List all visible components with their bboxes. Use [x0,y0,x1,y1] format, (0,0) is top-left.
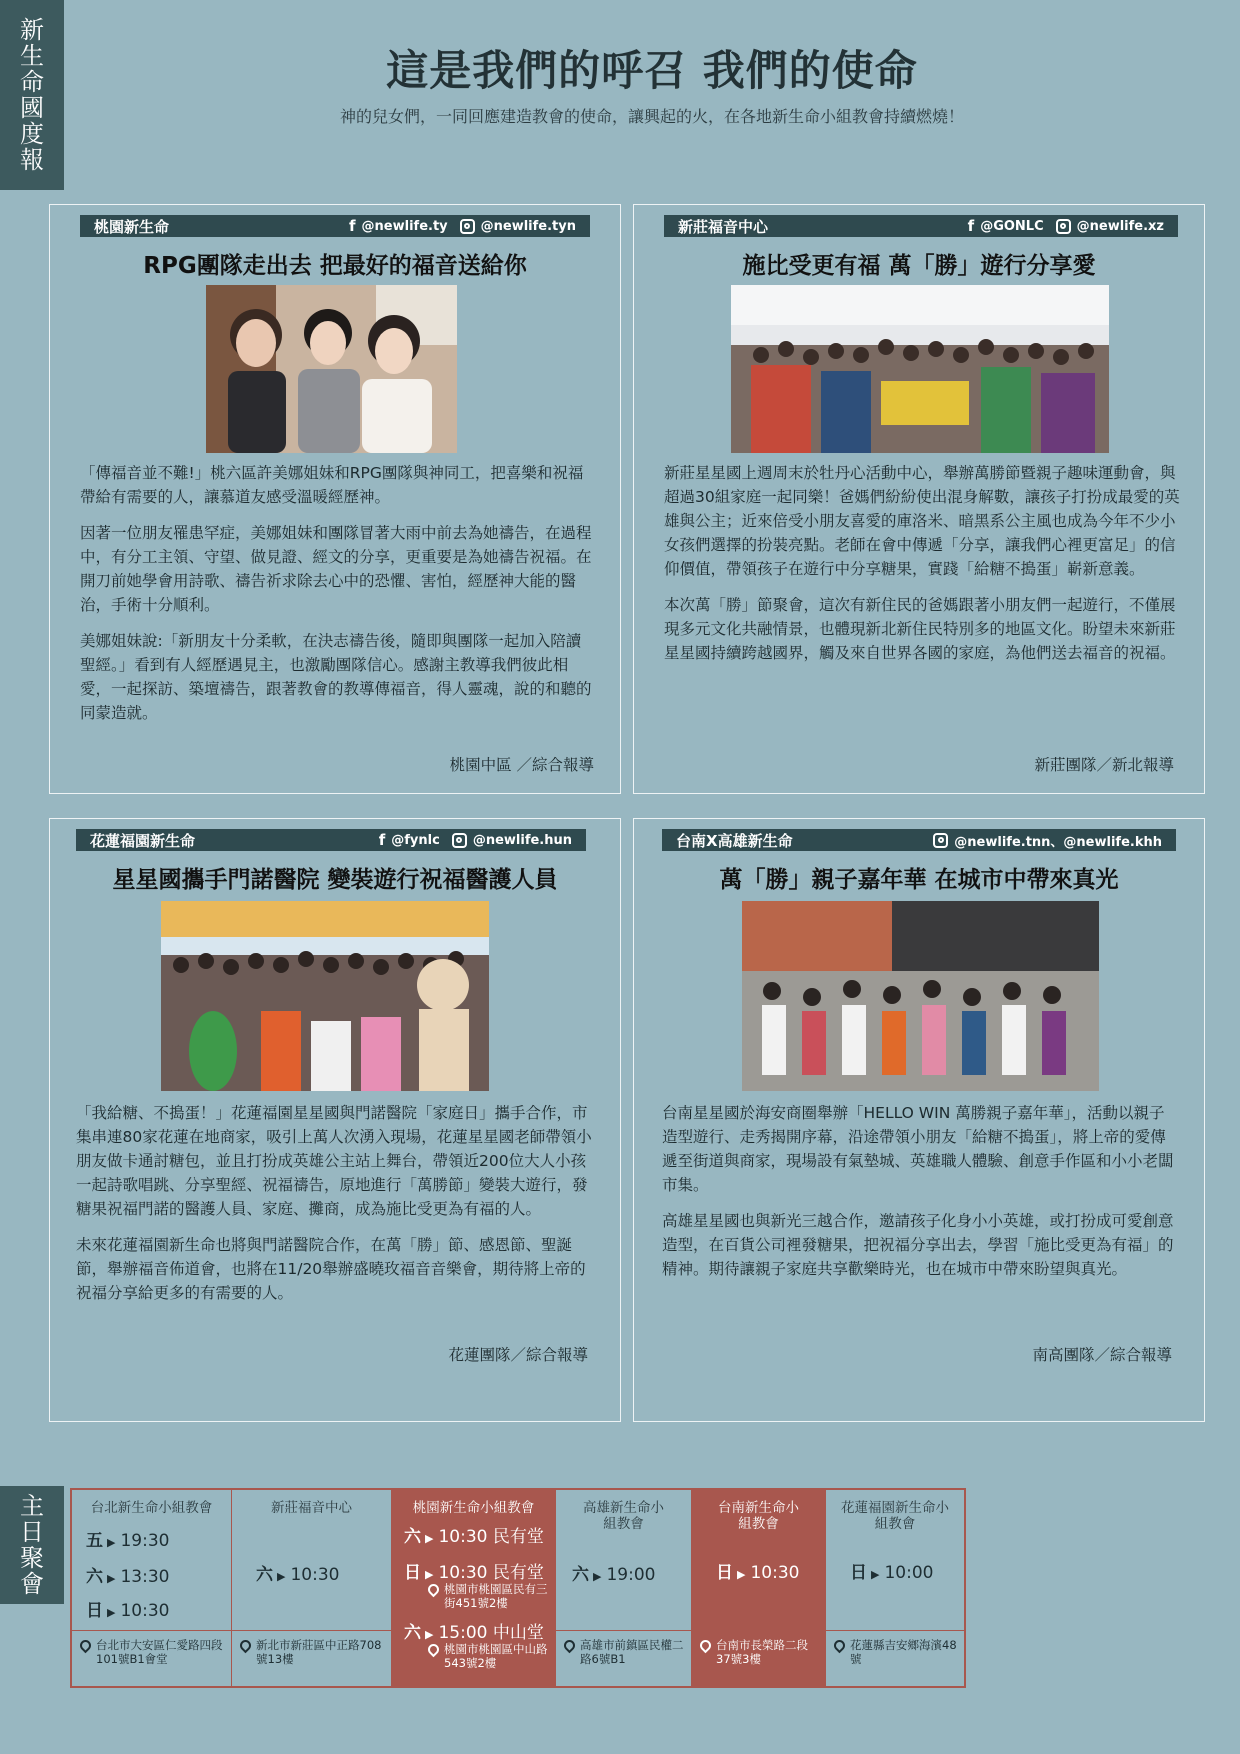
facebook-handle[interactable]: @newlife.ty [361,218,448,234]
service-day: 六 [404,1623,421,1643]
article-paragraph: 本次萬「勝」節聚會，這次有新住民的爸媽跟著小朋友們一起遊行，不僅展現多元文化共融情景，也體現新北新住民特別多的地區文化。盼望未來新莊星星國持續跨越國界，觸及來自世界各國的家庭，為他們送去福音的祝福。 [664,596,1176,662]
play-icon: ▶ [107,1606,116,1619]
article-byline: 南高團隊／綜合報導 [1032,1346,1172,1364]
church-name: 台南新生命小組教會 [718,1500,799,1532]
service-day: 六 [256,1565,273,1585]
article-paragraph: 因著一位朋友罹患罕症，美娜姐妹和團隊冒著大雨中前去為她禱告，在過程中，有分工主領、守望、做見證、經文的分享，更重要是為她禱告祝福。在開刀前她學會用詩歌、禱告祈求除去心中的恐懼、害怕，經歷神大能的醫治，手術十分順利。 [80,524,592,614]
service-time [256,1560,339,1585]
church-address [428,1582,552,1610]
service-hour: 10:30 [438,1563,488,1583]
side-tab-char: 國 [20,94,44,122]
page-subtitle: 神的兒女們，一同回應建造教會的使命，讓興起的火，在各地新生命小組教會持續燃燒！ [339,107,964,126]
church-name: 新莊福音中心 [271,1500,352,1516]
service-day: 六 [404,1527,421,1547]
schedule-col-kaohsiung [556,1490,692,1686]
service-time [86,1562,169,1587]
article-paragraph: 未來花蓮福園新生命也將與門諾醫院合作，在萬「勝」節、感恩節、聖誕節，舉辦福音佈道會，也將在11/20舉辦盛曉玫福音音樂會，期待將上帝的祝福分享給更多的有需要的人。 [76,1236,586,1302]
service-venue: 民有堂 [492,1527,544,1547]
article-title: 萬「勝」親子嘉年華 在城市中帶來真光 [719,867,1119,893]
church-address [428,1642,552,1670]
church-name: 台北新生命小組教會 [90,1500,213,1516]
church-address [240,1638,388,1666]
side-tab-newspaper [0,0,64,190]
play-icon: ▶ [425,1532,434,1545]
service-day: 日 [716,1563,733,1583]
article-body [76,1101,592,1317]
card-header [80,215,590,237]
photo-illustration [731,285,1109,453]
article-card-tainan-kaohsiung [633,818,1205,1422]
play-icon: ▶ [425,1628,434,1641]
service-hour: 19:00 [606,1565,656,1585]
location-pin-icon [426,1642,442,1658]
church-name: 高雄新生命小組教會 [583,1500,664,1532]
facebook-handle[interactable]: @fynlc [391,832,440,848]
facebook-icon: f [349,217,356,235]
card-header [662,829,1176,851]
side-tab-char: 日 [20,1518,44,1546]
service-hour: 13:30 [120,1567,170,1587]
side-tab-sunday-service [0,1486,64,1604]
social-handles [968,217,1164,235]
article-title: 星星國攜手門諾醫院 變裝遊行祝福醫護人員 [112,867,558,893]
church-address [564,1638,688,1666]
address-text: 花蓮縣吉安鄉海濱48號 [850,1638,957,1666]
service-hour: 10:30 [120,1601,170,1621]
play-icon: ▶ [107,1536,116,1549]
instagram-icon [933,833,948,848]
article-paragraph: 新莊星星國上週周末於牡丹心活動中心，舉辦萬勝節暨親子趣味運動會，與超過30組家庭一起同樂！爸媽們紛紛使出混身解數，讓孩子打扮成最愛的英雄與公主；近來倍受小朋友喜愛的庫洛米、暗黑系公主風也成為今年不少小女孩們選擇的扮裝亮點。老師在會中傳遞「分享，讓我們心裡更富足」的信仰價值，帶領孩子在遊行中分享糖果，實踐「給糖不搗蛋」嶄新意義。 [664,464,1180,578]
location-pin-icon [562,1638,578,1654]
instagram-icon [1056,219,1071,234]
divider [72,1630,231,1631]
article-title: 施比受更有福 萬「勝」遊行分享愛 [742,253,1096,279]
article-body [662,1101,1178,1293]
service-hour: 10:30 [290,1565,340,1585]
church-name: 台南X高雄新生命 [676,831,793,850]
schedule-col-tainan [692,1490,826,1686]
address-text: 新北市新莊區中正路708號13樓 [256,1638,382,1666]
address-text: 台北市大安區仁愛路四段101號B1會堂 [96,1638,223,1666]
article-photo [742,901,1099,1091]
address-text: 台南市長榮路二段37號3樓 [716,1638,808,1666]
side-tab-char: 生 [20,42,44,70]
social-handles [349,217,576,235]
service-day: 五 [86,1531,103,1551]
side-tab-char: 度 [20,120,44,148]
instagram-handle[interactable]: @newlife.tnn、@newlife.khh [954,834,1162,850]
page-title: 這是我們的呼召 我們的使命 [386,46,918,95]
article-card-hualien [49,818,621,1422]
article-photo [161,901,489,1091]
service-hour: 10:00 [884,1563,934,1583]
play-icon: ▶ [737,1568,746,1581]
divider [692,1630,825,1631]
service-time [404,1558,544,1583]
play-icon: ▶ [871,1568,880,1581]
photo-illustration [161,901,489,1091]
article-byline: 桃園中區 ／綜合報導 [449,756,594,774]
play-icon: ▶ [277,1570,286,1583]
service-venue: 民有堂 [492,1563,544,1583]
service-time [86,1596,169,1621]
service-time [850,1558,933,1583]
location-pin-icon [426,1582,442,1598]
photo-illustration [206,285,457,453]
service-hour: 10:30 [438,1527,488,1547]
card-header [76,829,586,851]
church-name: 桃園新生命小組教會 [412,1500,535,1516]
service-hour: 19:30 [120,1531,170,1551]
play-icon: ▶ [593,1570,602,1583]
facebook-icon: f [378,831,386,849]
side-tab-char: 新 [20,16,44,44]
instagram-icon [452,833,467,848]
service-venue: 中山堂 [492,1623,544,1643]
service-day: 六 [86,1567,103,1587]
service-schedule-table [70,1488,966,1688]
service-time [716,1558,799,1583]
article-body [80,461,592,737]
service-time [404,1522,544,1547]
service-time [572,1560,655,1585]
article-card-xinzhuang [633,204,1205,794]
article-byline: 新莊團隊／新北報導 [1034,756,1174,774]
article-body [664,461,1180,677]
location-pin-icon [78,1638,94,1654]
article-photo [731,285,1109,453]
card-header [664,215,1178,237]
service-hour: 10:30 [750,1563,800,1583]
schedule-col-hualien [826,1490,964,1686]
side-tab-char: 主 [20,1492,44,1520]
church-address [834,1638,958,1666]
side-tab-char: 會 [20,1570,44,1598]
address-text: 桃園市桃園區民有三街451號2樓 [444,1582,548,1610]
service-hour: 15:00 [438,1623,488,1643]
photo-illustration [742,901,1099,1091]
location-pin-icon [832,1638,848,1654]
church-name: 桃園新生命 [94,217,170,236]
service-day: 日 [404,1563,421,1583]
social-handles [927,831,1162,850]
church-address [80,1638,228,1666]
address-text: 高雄市前鎮區民權二路6號B1 [580,1638,684,1666]
article-paragraph: 台南星星國於海安商圈舉辦「HELLO WIN 萬勝親子嘉年華」，活動以親子造型遊行、走秀揭開序幕，沿途帶領小朋友「給糖不搗蛋」，將上帝的愛傳遞至街道與商家，現場設有氣墊城、英雄職人體驗、創意手作區和小小老闆市集。 [662,1104,1174,1194]
article-paragraph: 「我給糖、不搗蛋！」花蓮福園星星國與門諾醫院「家庭日」攜手合作，市集串連80家花蓮在地商家，吸引上萬人次湧入現場，花蓮星星國老師帶領小朋友做卡通討糖包，並且打扮成英雄公主站上舞台，帶領近200位大人小孩一起詩歌唱跳、分享聖經、祝福禱告，原地進行「萬勝節」變裝大遊行，發糖果祝福門諾的醫護人員、家庭、攤商，成為施比受更為有福的人。 [76,1104,592,1218]
schedule-col-taipei [72,1490,232,1686]
church-address [700,1638,822,1666]
instagram-handle[interactable]: @newlife.hun [472,832,572,848]
instagram-icon [460,219,475,234]
play-icon: ▶ [425,1568,434,1581]
service-day: 六 [572,1565,589,1585]
side-tab-char: 報 [20,146,44,174]
church-name: 花蓮福園新生命 [90,831,196,850]
facebook-handle[interactable]: @GONLC [980,218,1044,234]
schedule-col-xinzhuang [232,1490,392,1686]
article-card-taoyuan [49,204,621,794]
service-day: 日 [850,1563,867,1583]
service-time [404,1618,544,1643]
facebook-icon: f [967,217,975,235]
church-name: 花蓮福園新生命小組教會 [841,1500,949,1532]
location-pin-icon [698,1638,714,1654]
article-paragraph: 高雄星星國也與新光三越合作，邀請孩子化身小小英雄，或打扮成可愛創意造型，在百貨公司裡發糖果，把祝福分享出去，學習「施比受更為有福」的精神。期待讓親子家庭共享歡樂時光，也在城市中帶來盼望與真光。 [662,1212,1174,1278]
divider [556,1630,691,1631]
location-pin-icon [238,1638,254,1654]
side-tab-char: 聚 [20,1544,44,1572]
church-name: 新莊福音中心 [678,217,769,236]
divider [232,1630,391,1631]
address-text: 桃園市桃園區中山路543號2樓 [444,1642,548,1670]
article-title: RPG團隊走出去 把最好的福音送給你 [143,253,527,279]
service-day: 日 [86,1601,103,1621]
side-tab-char: 命 [20,68,44,96]
schedule-col-taoyuan [392,1490,556,1686]
play-icon: ▶ [107,1572,116,1585]
article-byline: 花蓮團隊／綜合報導 [448,1346,588,1364]
instagram-handle[interactable]: @newlife.xz [1076,218,1164,234]
article-paragraph: 「傳福音並不難!」桃六區許美娜姐妹和RPG團隊與神同工，把喜樂和祝福帶給有需要的人，讓慕道友感受溫暖經歷神。 [80,464,584,506]
instagram-handle[interactable]: @newlife.tyn [480,218,576,234]
article-paragraph: 美娜姐妹說:「新朋友十分柔軟，在決志禱告後，隨即與團隊一起加入陪讀聖經。」看到有人經歷遇見主，也激勵團隊信心。感謝主教導我們彼此相愛，一起探訪、築壇禱告，跟著教會的教導傳福音，得人靈魂，說的和聽的同蒙造就。 [80,632,592,722]
social-handles [379,831,572,849]
article-photo [206,285,457,453]
divider [826,1630,964,1631]
service-time [86,1526,169,1551]
